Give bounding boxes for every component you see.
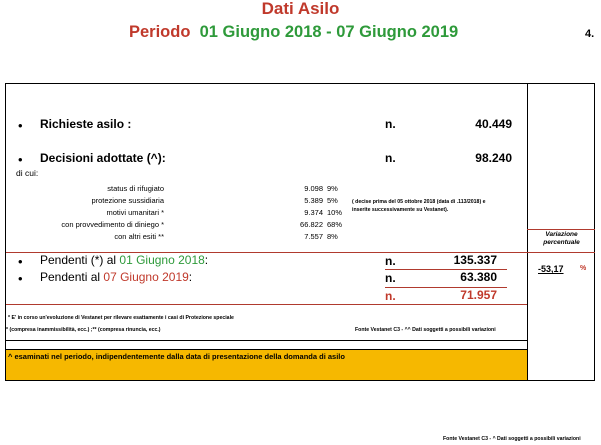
breakdown-pct: 9% bbox=[327, 184, 338, 193]
variation-top-line bbox=[527, 229, 595, 230]
bullet-icon: • bbox=[18, 118, 23, 133]
breakdown-pct: 8% bbox=[327, 232, 338, 241]
breakdown-label: motivi umanitari * bbox=[106, 208, 164, 217]
richieste-label: Richieste asilo : bbox=[40, 117, 132, 131]
breakdown-value: 9.098 bbox=[304, 184, 323, 193]
bullet-icon: • bbox=[18, 152, 23, 167]
source-inner: Fonte Vestanet C3 - ^^ Dati soggetti a possibili variazioni bbox=[355, 327, 496, 333]
footnote-separator bbox=[6, 340, 527, 341]
breakdown-pct: 68% bbox=[327, 220, 343, 229]
pendenti-row1-prefix: Pendenti (*) al bbox=[40, 253, 120, 267]
breakdown-label: con altri esiti ** bbox=[114, 232, 164, 241]
pendenti-row2-date: 07 Giugno 2019 bbox=[103, 270, 189, 284]
source-bottom: Fonte Vestanet C3 - ^ Dati soggetti a possibili variazioni bbox=[443, 436, 581, 442]
pendenti-row2-value: 63.380 bbox=[460, 270, 497, 284]
pendenti-diff-value: 71.957 bbox=[460, 288, 497, 302]
decisions-note-line1: ( decise prima del 05 ottobre 2018 (data di .113/2018) e bbox=[352, 199, 486, 205]
breakdown-value: 7.557 bbox=[304, 232, 323, 241]
decisioni-n: n. bbox=[385, 151, 396, 165]
pendenti-row1-n: n. bbox=[385, 254, 396, 268]
richieste-value: 40.449 bbox=[475, 117, 512, 131]
footnote-line2: * (compresa inammissibilità, ecc.) ;** (compresa rinuncia, ecc.) bbox=[6, 327, 161, 333]
breakdown-value: 5.389 bbox=[304, 196, 323, 205]
variation-header-line1: Variazione bbox=[545, 231, 578, 238]
result-separator bbox=[6, 304, 527, 305]
breakdown-label: status di rifugiato bbox=[107, 184, 164, 193]
pendenti-row1-suffix: : bbox=[204, 253, 209, 267]
breakdown-label: protezione sussidiaria bbox=[91, 196, 164, 205]
breakdown-value: 9.374 bbox=[304, 208, 323, 217]
decisioni-label: Decisioni adottate (^): bbox=[40, 151, 166, 165]
variation-value: -53,17 bbox=[538, 264, 564, 274]
breakdown-pct: 5% bbox=[327, 196, 338, 205]
period-heading bbox=[129, 23, 458, 42]
pendenti-row1-date: 01 Giugno 2018 bbox=[119, 253, 205, 267]
richieste-n: n. bbox=[385, 117, 396, 131]
pendenti-row2-label bbox=[40, 270, 192, 284]
pendenti-diff-n: n. bbox=[385, 289, 396, 303]
decisioni-value: 98.240 bbox=[475, 151, 512, 165]
pendenti-row1-label bbox=[40, 253, 208, 267]
breakdown-value: 66.822 bbox=[300, 220, 323, 229]
breakdown-pct: 10% bbox=[327, 208, 343, 217]
page-title: Dati Asilo bbox=[261, 0, 340, 18]
pendenti-row2-suffix: : bbox=[188, 270, 193, 284]
period-range: 01 Giugno 2018 - 07 Giugno 2019 bbox=[199, 23, 459, 41]
highlight-note: ^ esaminati nel periodo, indipendentemente dalla data di presentazione della domanda di asilo bbox=[8, 352, 345, 361]
slide-number: 4. bbox=[585, 28, 595, 40]
period-label: Periodo bbox=[129, 23, 191, 41]
di-cui-label: di cui: bbox=[16, 168, 39, 178]
pendenti-row1-value: 135.337 bbox=[453, 253, 497, 267]
variation-unit: % bbox=[580, 265, 587, 272]
variation-header-line2: percentuale bbox=[543, 239, 580, 246]
breakdown-label: con provvedimento di diniego * bbox=[61, 220, 164, 229]
pendenti-row2-n: n. bbox=[385, 271, 396, 285]
decisions-note-line2: inserite successivamente su Vestanet). bbox=[352, 207, 449, 213]
bullet-icon: • bbox=[18, 271, 23, 286]
footnote-line1: * E' in corso un'evoluzione di Vestanet per rilevare esattamente i casi di Protezione speciale bbox=[8, 315, 234, 321]
bullet-icon: • bbox=[18, 254, 23, 269]
pendenti-row2-prefix: Pendenti al bbox=[40, 270, 104, 284]
